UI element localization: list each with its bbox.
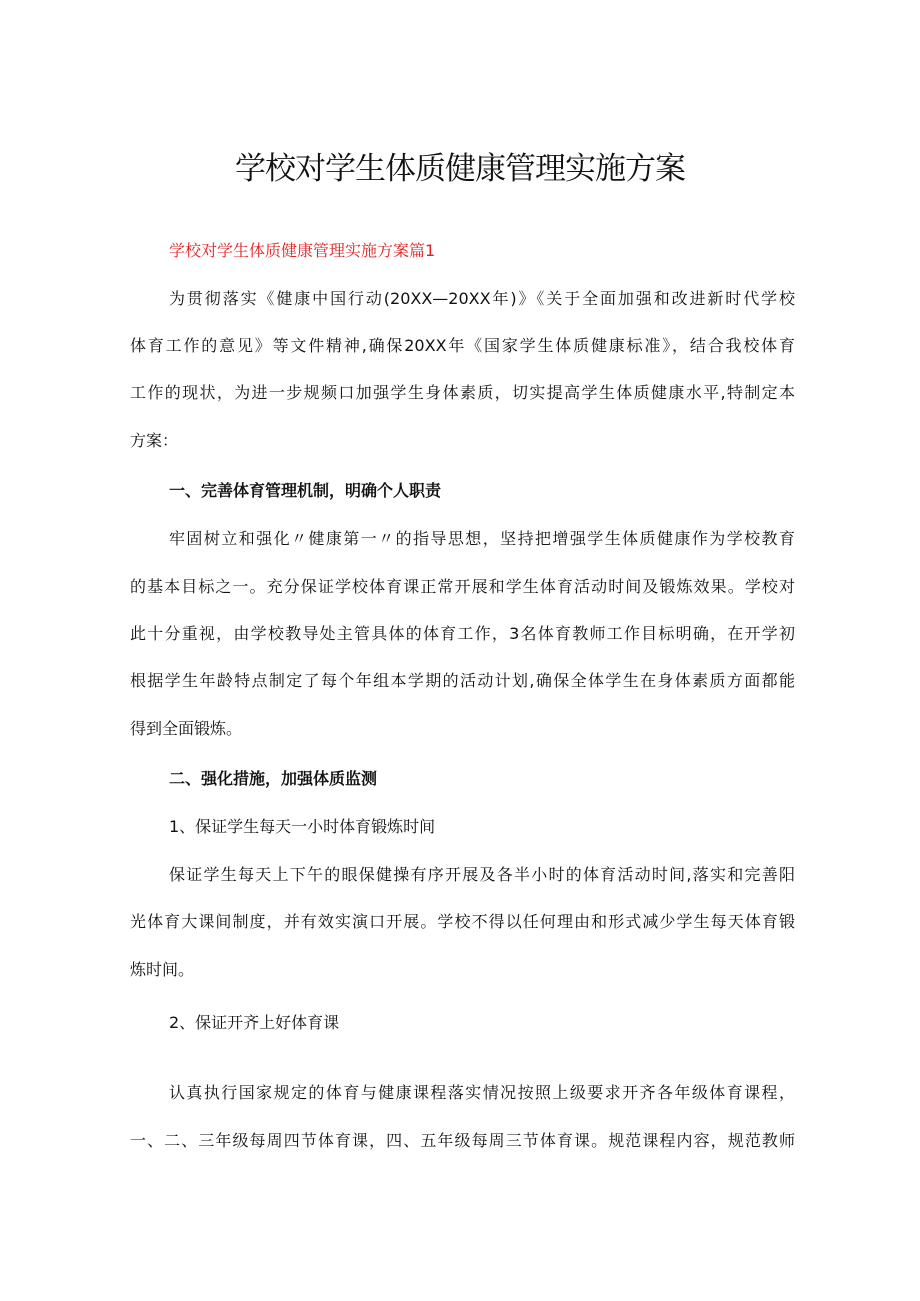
paragraph-line: 为贯彻落实《健康中国行动(20XX—20XX年)》《关于全面加强和改进新时代学校 [169,289,795,308]
paragraph-line: 工作的现状，为进一步规频口加强学生身体素质，切实提高学生体质健康水平,特制定本 [130,383,795,402]
paragraph-line: 牢固树立和强化〃健康第一〃的指导思想，坚持把增强学生体质健康作为学校教育 [169,529,795,548]
subsection-heading: 2、保证开齐上好体育课 [169,1013,340,1032]
paragraph-line: 保证学生每天上下午的眼保健操有序开展及各半小时的体育活动时间,落实和完善阳 [169,865,795,884]
paragraph-line: 一、二、三年级每周四节体育课，四、五年级每周三节体育课。规范课程内容，规范教师 [130,1131,795,1150]
paragraph-line: 认真执行国家规定的体育与健康课程落实情况按照上级要求开齐各年级体育课程， [169,1083,795,1102]
paragraph-line: 此十分重视，由学校教导处主管具体的体育工作，3名体育教师工作目标明确，在开学初 [130,624,795,643]
section-subtitle: 学校对学生体质健康管理实施方案篇1 [169,241,436,260]
section-heading: 一、完善体育管理机制，明确个人职责 [169,481,442,500]
paragraph-line: 方案： [130,431,179,450]
paragraph-line: 体育工作的意见》等文件精神,确保20XX年《国家学生体质健康标准》，结合我校体育 [130,336,795,355]
paragraph-line: 根据学生年龄特点制定了每个年组本学期的活动计划,确保全体学生在身体素质方面都能 [130,671,795,690]
paragraph-line: 的基本目标之一。充分保证学校体育课正常开展和学生体育活动时间及锻炼效果。学校对 [130,577,795,596]
paragraph-line: 炼时间。 [130,960,195,979]
document-title: 学校对学生体质健康管理实施方案 [235,151,685,187]
paragraph-line: 得到全面锻炼。 [130,719,243,738]
section-heading: 二、强化措施，加强体质监测 [169,769,378,788]
subsection-heading: 1、保证学生每天一小时体育锻炼时间 [169,817,436,836]
paragraph-line: 光体育大课间制度，并有效实演口开展。学校不得以任何理由和形式减少学生每天体育锻 [130,912,795,931]
